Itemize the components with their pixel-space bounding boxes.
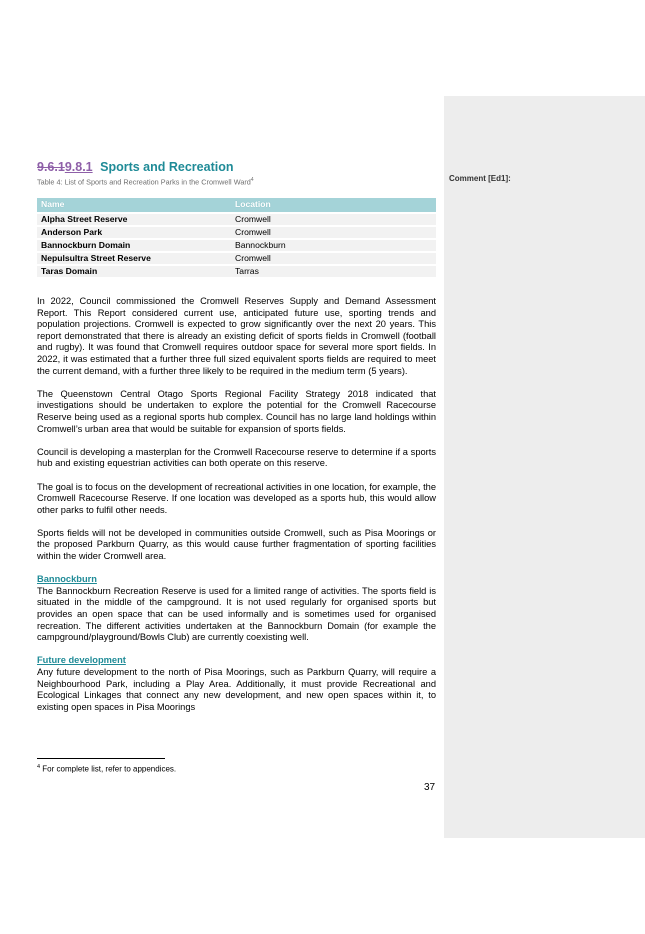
park-location: Cromwell [231,214,436,225]
paragraph-regional-strategy: The Queenstown Central Otago Sports Regional Facility Strategy 2018 indicated that investigations should be undertaken to explore the potential for the Cromwell Racecourse Reserve being used as a regional sports hub complex. Council has no large land holdings within Cromwell’s urban area that would be suitable for expansion of sports fields. [37,388,436,434]
bannockburn-heading: Bannockburn [37,574,97,585]
park-name: Nepulsultra Street Reserve [37,253,231,264]
table-row [37,240,436,251]
header-location: Location [231,198,436,212]
table-caption [37,176,436,186]
park-name: Anderson Park [37,227,231,238]
park-name: Bannockburn Domain [37,240,231,251]
park-location: Tarras [231,266,436,277]
future-development-heading: Future development [37,655,126,666]
section-heading [37,160,436,174]
paragraph-goal: The goal is to focus on the development of recreational activities in one location, for example, the Cromwell Racecourse Reserve. If one location was developed as a sports hub, this would allow other parks to fulfil other needs. [37,481,436,515]
caption-footnote-ref[interactable]: 4 [250,177,254,183]
page-content [37,160,436,725]
footnote [37,764,176,774]
park-name: Alpha Street Reserve [37,214,231,225]
table-row [37,266,436,277]
comment-margin-pane [444,96,645,838]
paragraph-masterplan: Council is developing a masterplan for the Cromwell Racecourse reserve to determine if a sports hub and existing equestrian activities can both operate on this reserve. [37,446,436,469]
park-location: Cromwell [231,227,436,238]
footnote-text: For complete list, refer to appendices. [42,764,177,774]
header-name: Name [37,198,231,212]
table-row [37,253,436,264]
table-row [37,214,436,225]
section-title: Sports and Recreation [100,160,234,174]
table-row [37,227,436,238]
footnote-separator [37,758,165,759]
park-location: Cromwell [231,253,436,264]
park-name: Taras Domain [37,266,231,277]
deleted-section-number: 9.6.1 [37,160,65,174]
caption-text: Table 4: List of Sports and Recreation Parks in the Cromwell Ward [37,177,251,187]
page-number: 37 [424,782,436,793]
inserted-section-number: 9.8.1 [64,160,93,174]
parks-table [37,196,436,279]
table-header-row [37,198,436,212]
park-location: Bannockburn [231,240,436,251]
comment-label[interactable]: Comment [Ed1]: [449,174,511,183]
paragraph-outside-communities: Sports fields will not be developed in communities outside Cromwell, such as Pisa Moorings or the proposed Parkburn Quarry, as this would cause further fragmentation of sporting facilities within the wider Cromwell area. [37,527,436,562]
future-development-paragraph: Any future development to the north of Pisa Moorings, such as Parkburn Quarry, will require a Neighbourhood Park, including a Play Area. Additionally, it must provide Recreational and Ecological Linkages that connect any new development, and new open spaces within it, to existing open spaces in Pisa Moorings [37,667,436,712]
paragraph-demand-assessment: In 2022, Council commissioned the Cromwell Reserves Supply and Demand Assessment Report. This Report considered current use, anticipated future use, sporting trends and population projections. Cromwell is expected to grow significantly over the next 20 years. This report demonstrated that there is already an existing deficit of sports fields in Cromwell (football and rugby). It was found that Cromwell requires outdoor space for several more sport fields. In 2022, it was estimated that a further three full sized equivalent sports fields are required to meet the current demand, with a further three likely to be required in the medium term (5 years). [37,296,436,376]
footnote-marker: 4 [37,764,41,770]
bannockburn-paragraph: The Bannockburn Recreation Reserve is used for a limited range of activities. The sports field is situated in the middle of the campground. It is not used regularly for organised sports but provides an open space that can be used informally and is sometimes used for organised recreation. The different activities undertaken at the Bannockburn Domain (for example the campground/playground/Bowls Club) are currently coexisting well. [37,585,436,643]
